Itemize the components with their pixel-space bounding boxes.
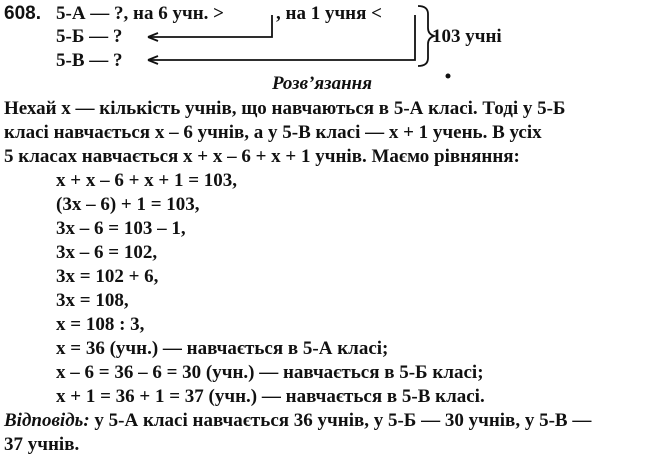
solution-title: Розв’язання [272,73,372,94]
result-5b: x – 6 = 36 – 6 = 30 (учн.) — навчається в 5-Б класі; [56,362,484,383]
answer-line-2: 37 учнів. [4,434,80,455]
result-5a: x = 36 (учн.) — навчається в 5-А класі; [56,338,389,359]
paragraph-line-2: класі навчається x – 6 учнів, а у 5-В класі — x + 1 учень. В усіх [4,122,542,143]
answer-label: Відповідь: [4,410,90,431]
total-students: 103 учні [432,26,502,47]
total-brace [418,6,434,66]
equation-5: 3x = 102 + 6, [56,266,159,287]
equation-7: x = 108 : 3, [56,314,145,335]
equation-2: (3x – 6) + 1 = 103, [56,194,200,215]
answer-line-1 [4,410,591,432]
equation-1: x + x – 6 + x + 1 = 103, [56,170,238,191]
paragraph-line-1: Нехай x — кількість учнів, що навчаються в 5-А класі. Тоді у 5-Б [4,98,566,119]
paragraph-line-3: 5 класах навчається x + x – 6 + x + 1 учнів. Маємо рівняння: [4,146,520,167]
class-5v-condition: 5-В — ? [56,50,123,71]
equation-6: 3x = 108, [56,290,129,311]
arrow-to-5b [148,15,272,37]
equation-3: 3x – 6 = 103 – 1, [56,218,186,239]
class-5a-condition: 5-А — ?, на 6 учн. > [56,3,224,24]
class-5a-condition-2: , на 1 учня < [276,3,382,24]
ink-dot [446,74,451,79]
problem-number: 608. [4,3,41,24]
class-5b-condition: 5-Б — ? [56,26,123,47]
answer-text-1: у 5-А класі навчається 36 учнів, у 5-Б — 30 учнів, у 5-В — [89,410,592,431]
result-5v: x + 1 = 36 + 1 = 37 (учн.) — навчається в 5-В класі. [56,386,485,407]
equation-4: 3x – 6 = 102, [56,242,158,263]
